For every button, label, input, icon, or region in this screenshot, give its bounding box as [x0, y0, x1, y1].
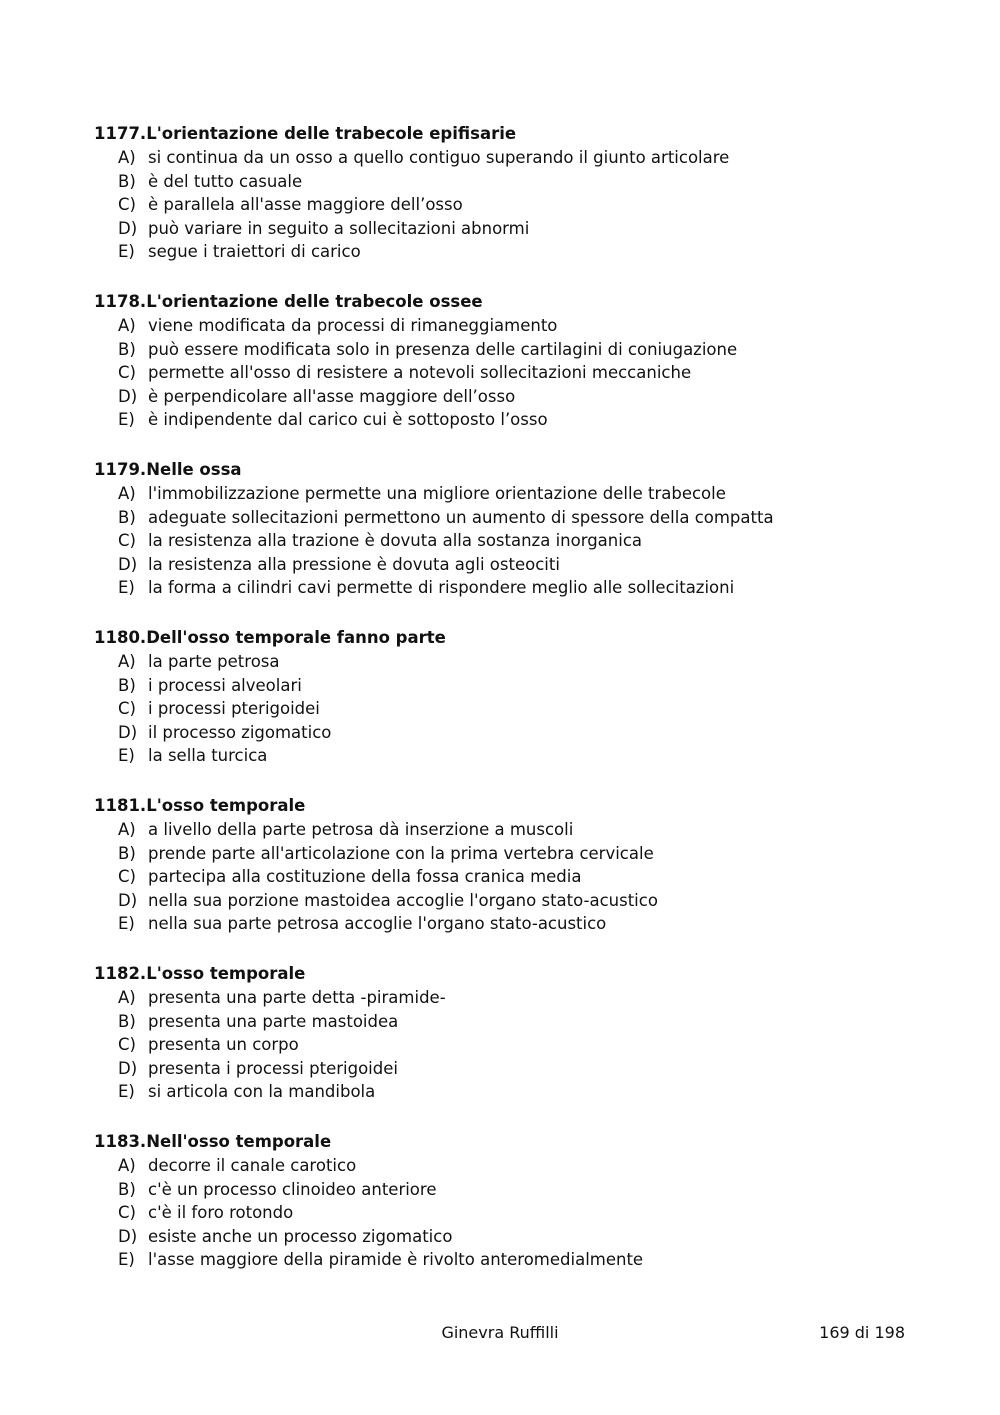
option-letter: C) — [118, 195, 136, 214]
footer-author: Ginevra Ruffilli — [441, 1323, 559, 1342]
option-text: può essere modificata solo in presenza delle cartilagini di coniugazione — [148, 339, 738, 359]
option-text: presenta una parte mastoidea — [148, 1011, 399, 1031]
answer-option — [94, 314, 924, 338]
option-text: partecipa alla costituzione della fossa cranica media — [148, 867, 582, 886]
answer-option — [94, 1225, 924, 1249]
option-text: è indipendente dal carico cui è sottoposto l’osso — [148, 410, 548, 429]
answer-option — [94, 217, 924, 241]
answer-option — [94, 650, 924, 674]
answer-option — [94, 482, 924, 506]
option-letter: B) — [118, 1179, 136, 1199]
option-text: adeguate sollecitazioni permettono un aumento di spessore della compatta — [148, 507, 774, 527]
option-letter: A) — [118, 316, 136, 335]
option-letter: E) — [118, 914, 135, 933]
answer-option — [94, 1057, 924, 1081]
option-text: permette all'osso di resistere a notevoli sollecitazioni meccaniche — [148, 363, 692, 382]
answer-option — [94, 553, 924, 577]
answer-option — [94, 1178, 924, 1202]
option-letter: B) — [118, 339, 136, 359]
answer-option — [94, 697, 924, 721]
option-text: la resistenza alla pressione è dovuta agli osteociti — [148, 554, 560, 574]
option-letter: C) — [118, 363, 136, 382]
answer-option — [94, 1201, 924, 1225]
question-title: 1178.L'orientazione delle trabecole ossee — [94, 292, 483, 311]
answer-option — [94, 1033, 924, 1057]
option-text: c'è il foro rotondo — [148, 1203, 294, 1222]
option-letter: B) — [118, 171, 136, 191]
option-text: è perpendicolare all'asse maggiore dell’osso — [148, 386, 516, 406]
question-block — [94, 458, 924, 626]
option-letter: B) — [118, 675, 136, 695]
option-letter: D) — [118, 722, 138, 742]
option-text: segue i traiettori di carico — [148, 242, 361, 261]
option-letter: E) — [118, 1082, 135, 1101]
option-text: si articola con la mandibola — [148, 1082, 376, 1101]
answer-option — [94, 1154, 924, 1178]
question-block — [94, 626, 924, 794]
option-letter: E) — [118, 746, 135, 765]
option-text: c'è un processo clinoideo anteriore — [148, 1179, 437, 1199]
option-text: il processo zigomatico — [148, 722, 332, 742]
option-letter: C) — [118, 1035, 136, 1054]
option-letter: C) — [118, 1203, 136, 1222]
option-letter: C) — [118, 531, 136, 550]
option-letter: D) — [118, 386, 138, 406]
answer-option — [94, 193, 924, 217]
answer-option — [94, 865, 924, 889]
option-letter: A) — [118, 652, 136, 671]
option-text: è del tutto casuale — [148, 171, 303, 191]
option-letter: A) — [118, 148, 136, 167]
answer-option — [94, 576, 924, 600]
answer-option — [94, 146, 924, 170]
option-letter: E) — [118, 1250, 135, 1269]
option-letter: D) — [118, 890, 138, 910]
option-text: si continua da un osso a quello contiguo superando il giunto articolare — [148, 148, 730, 167]
answer-option — [94, 721, 924, 745]
answer-option — [94, 842, 924, 866]
option-letter: E) — [118, 410, 135, 429]
question-title: 1182.L'osso temporale — [94, 964, 306, 983]
option-letter: E) — [118, 578, 135, 597]
option-text: a livello della parte petrosa dà inserzione a muscoli — [148, 820, 574, 839]
option-letter: D) — [118, 1226, 138, 1246]
option-letter: A) — [118, 484, 136, 503]
answer-option — [94, 170, 924, 194]
question-block — [94, 122, 924, 290]
answer-option — [94, 506, 924, 530]
option-text: presenta una parte detta -piramide- — [148, 988, 446, 1007]
answer-option — [94, 1010, 924, 1034]
option-text: presenta i processi pterigoidei — [148, 1058, 398, 1078]
answer-option — [94, 1248, 924, 1272]
option-text: i processi alveolari — [148, 675, 302, 695]
option-letter: E) — [118, 242, 135, 261]
option-text: la forma a cilindri cavi permette di rispondere meglio alle sollecitazioni — [148, 578, 735, 597]
option-letter: D) — [118, 1058, 138, 1078]
question-title: 1177.L'orientazione delle trabecole epifisarie — [94, 124, 517, 143]
answer-option — [94, 1080, 924, 1104]
answer-option — [94, 408, 924, 432]
question-block — [94, 962, 924, 1130]
page-number: 169 di 198 — [819, 1323, 905, 1342]
option-text: è parallela all'asse maggiore dell’osso — [148, 195, 463, 214]
option-text: nella sua parte petrosa accoglie l'organo stato-acustico — [148, 914, 607, 933]
option-letter: B) — [118, 507, 136, 527]
question-title: 1181.L'osso temporale — [94, 796, 306, 815]
option-letter: D) — [118, 554, 138, 574]
option-text: la resistenza alla trazione è dovuta alla sostanza inorganica — [148, 531, 643, 550]
question-title: 1179.Nelle ossa — [94, 460, 242, 479]
option-letter: D) — [118, 218, 138, 238]
option-letter: B) — [118, 1011, 136, 1031]
option-letter: A) — [118, 1156, 136, 1175]
answer-option — [94, 889, 924, 913]
option-text: i processi pterigoidei — [148, 699, 320, 718]
option-letter: A) — [118, 820, 136, 839]
option-text: presenta un corpo — [148, 1035, 299, 1054]
option-text: prende parte all'articolazione con la prima vertebra cervicale — [148, 843, 654, 863]
answer-option — [94, 986, 924, 1010]
answer-option — [94, 529, 924, 553]
answer-option — [94, 674, 924, 698]
option-letter: B) — [118, 843, 136, 863]
answer-option — [94, 338, 924, 362]
question-block — [94, 1130, 924, 1298]
answer-option — [94, 744, 924, 768]
answer-option — [94, 385, 924, 409]
option-text: esiste anche un processo zigomatico — [148, 1226, 453, 1246]
option-text: la parte petrosa — [148, 652, 280, 671]
option-text: viene modificata da processi di rimaneggiamento — [148, 316, 558, 335]
option-letter: C) — [118, 867, 136, 886]
option-text: nella sua porzione mastoidea accoglie l'organo stato-acustico — [148, 890, 658, 910]
question-title: 1180.Dell'osso temporale fanno parte — [94, 628, 446, 647]
question-block — [94, 290, 924, 458]
question-list — [94, 122, 924, 1298]
option-letter: A) — [118, 988, 136, 1007]
option-text: l'immobilizzazione permette una migliore orientazione delle trabecole — [148, 484, 726, 503]
question-block — [94, 794, 924, 962]
answer-option — [94, 240, 924, 264]
answer-option — [94, 361, 924, 385]
option-text: l'asse maggiore della piramide è rivolto anteromedialmente — [148, 1250, 644, 1269]
option-text: la sella turcica — [148, 746, 268, 765]
option-text: decorre il canale carotico — [148, 1156, 357, 1175]
question-title: 1183.Nell'osso temporale — [94, 1132, 332, 1151]
answer-option — [94, 912, 924, 936]
option-text: può variare in seguito a sollecitazioni abnormi — [148, 218, 530, 238]
answer-option — [94, 818, 924, 842]
option-letter: C) — [118, 699, 136, 718]
